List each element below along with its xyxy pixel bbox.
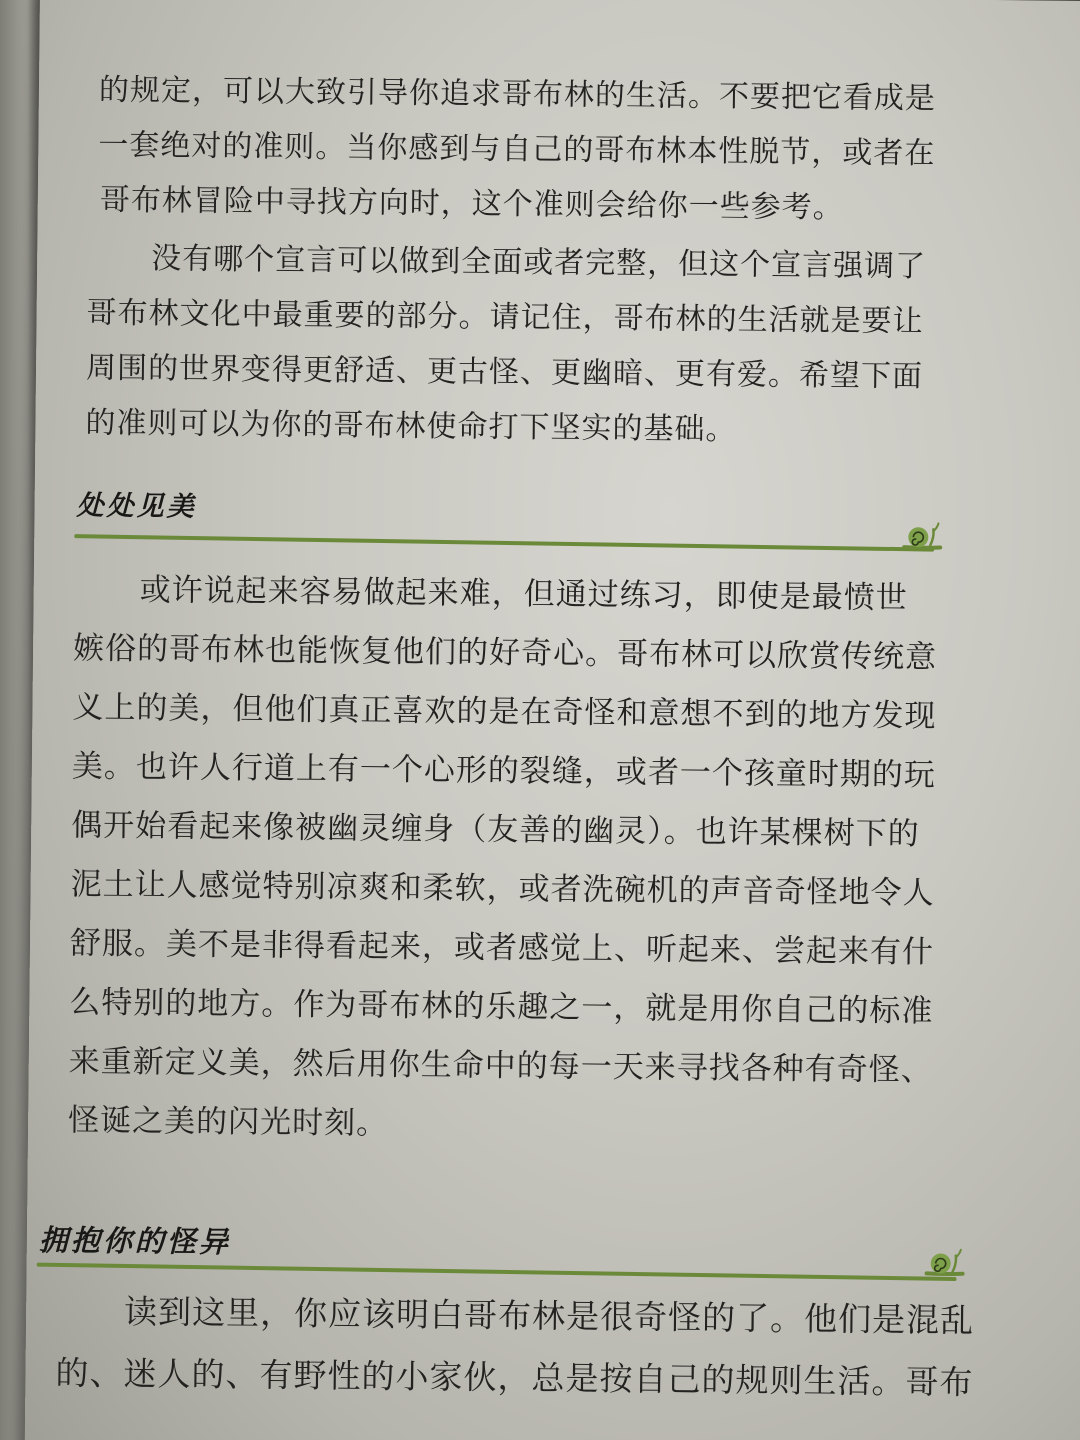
text-line: 的、迷人的、有野性的小家伙，总是按自己的规则生活。哥布 bbox=[55, 1353, 974, 1402]
text-line: 么特别的地方。作为哥布林的乐趣之一，就是用你自己的标准 bbox=[69, 984, 934, 1030]
section-heading-beauty-everywhere: 处处见美 bbox=[76, 490, 197, 523]
book-page bbox=[25, 0, 1080, 1440]
heading-underline bbox=[74, 534, 934, 552]
text-line: 美。也许人行道上有一个心形的裂缝，或者一个孩童时期的玩 bbox=[71, 748, 937, 794]
snail-icon bbox=[923, 1247, 967, 1279]
paragraph-3 bbox=[68, 560, 938, 1159]
paragraph-4 bbox=[55, 1280, 974, 1414]
text-line: 怪诞之美的闪光时刻。 bbox=[67, 1102, 389, 1142]
paragraph-1 bbox=[98, 63, 937, 237]
text-line: 没有哪个宣言可以做到全面或者完整，但这个宣言强调了 bbox=[151, 241, 927, 285]
text-line: 泥土让人感觉特别凉爽和柔软，或者洗碗机的声音奇怪地令人 bbox=[70, 866, 935, 912]
paragraph-2 bbox=[85, 231, 926, 460]
heading-underline bbox=[37, 1263, 957, 1281]
text-line: 义上的美，但他们真正喜欢的是在奇怪和意想不到的地方发现 bbox=[72, 689, 937, 735]
text-line: 来重新定义美，然后用你生命中的每一天来寻找各种有奇怪、 bbox=[68, 1043, 933, 1089]
section-heading-embrace-weirdness: 拥抱你的怪异 bbox=[38, 1223, 232, 1260]
text-line: 周围的世界变得更舒适、更古怪、更幽暗、更有爱。希望下面 bbox=[85, 350, 924, 395]
text-line: 一套绝对的准则。当你感到与自己的哥布林本性脱节，或者在 bbox=[98, 127, 936, 172]
snail-icon bbox=[900, 521, 944, 553]
text-line: 舒服。美不是非得看起来，或者感觉上、听起来、尝起来有什 bbox=[69, 925, 935, 971]
text-line: 偶开始看起来像被幽灵缠身（友善的幽灵）。也许某棵树下的 bbox=[71, 807, 920, 853]
text-line: 的准则可以为你的哥布林使命打下坚实的基础。 bbox=[85, 405, 737, 448]
text-line: 哥布林冒险中寻找方向时，这个准则会给你一些参考。 bbox=[99, 182, 844, 226]
text-line: 或许说起来容易做起来难，但通过练习，即使是最愤世 bbox=[139, 572, 908, 617]
text-line: 嫉俗的哥布林也能恢复他们的好奇心。哥布林可以欣赏传统意 bbox=[72, 630, 938, 676]
text-line: 的规定，可以大致引导你追求哥布林的生活。不要把它看成是 bbox=[98, 72, 937, 117]
text-line: 读到这里，你应该明白哥布林是很奇怪的了。他们是混乱 bbox=[123, 1291, 975, 1340]
text-line: 哥布林文化中最重要的部分。请记住，哥布林的生活就是要让 bbox=[86, 295, 924, 340]
